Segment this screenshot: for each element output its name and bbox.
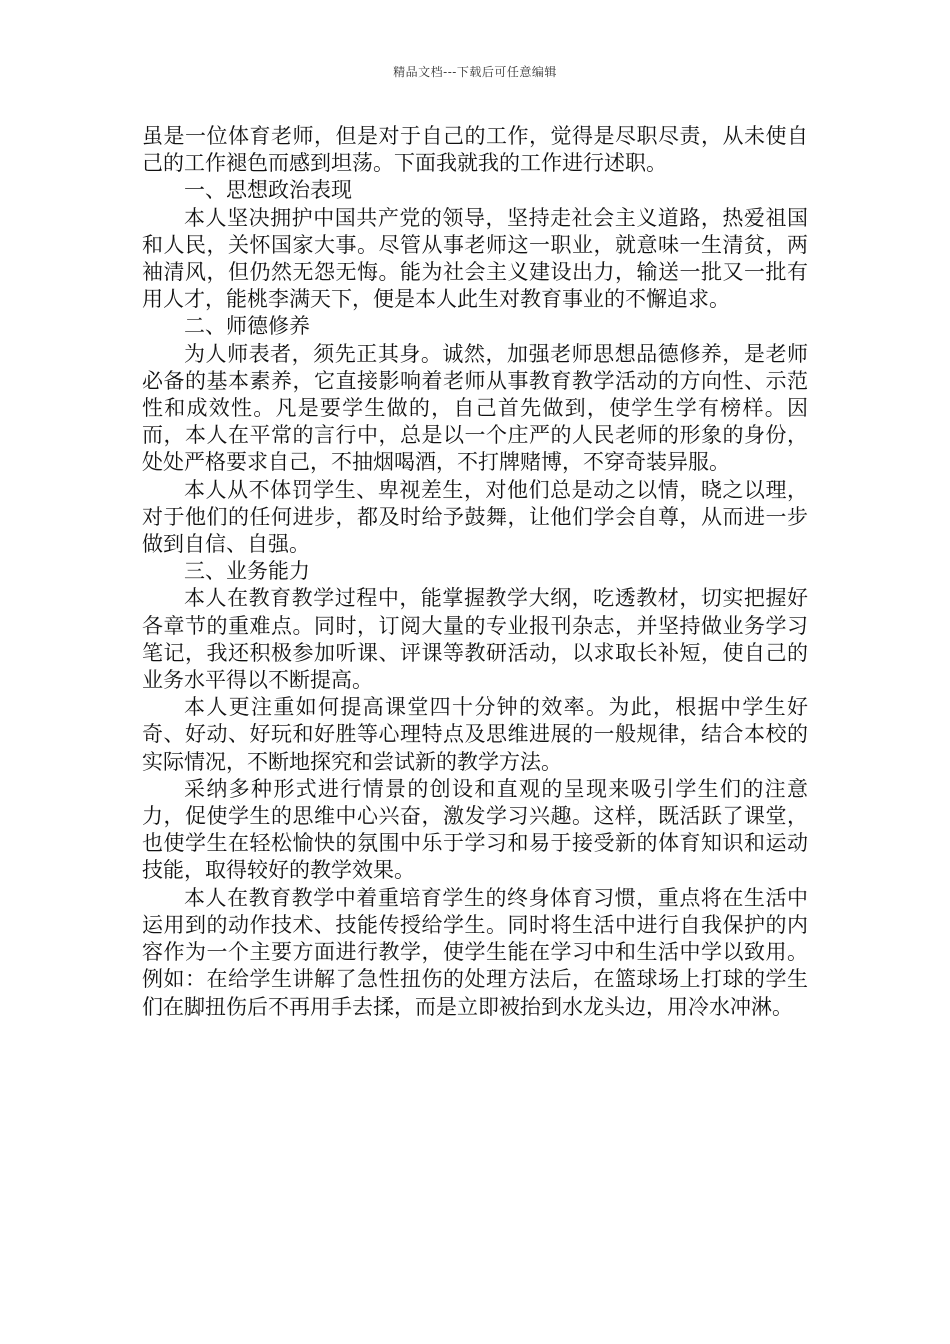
section-heading-ethics: 二、师德修养 bbox=[184, 314, 310, 339]
paragraph-ethics-1: 为人师表者，须先正其身。诚然，加强老师思想品德修养，是老师必备的基本素养，它直接影响着老师从事教育教学活动的方向性、示范性和成效性。凡是要学生做的，自己首先做到，使学生学有榜样。因而，本人在平常的言行中，总是以一个庄严的人民老师的形象的身份，处处严格要求自己，不抽烟喝酒，不打牌赌博，不穿奇装异服。 bbox=[142, 341, 808, 475]
paragraph-ability-3: 采纳多种形式进行情景的创设和直观的呈现来吸引学生们的注意力，促使学生的思维中心兴奋，激发学习兴趣。这样，既活跃了课堂，也使学生在轻松愉快的氛围中乐于学习和易于接受新的体育知识和运动技能，取得较好的教学效果。 bbox=[142, 776, 808, 883]
section-heading-politics: 一、思想政治表现 bbox=[184, 178, 352, 203]
page-header: 精品文档---下载后可任意编辑 bbox=[393, 65, 557, 79]
paragraph-ability-1: 本人在教育教学过程中，能掌握教学大纲，吃透教材，切实把握好各章节的重难点。同时，订阅大量的专业报刊杂志，并坚持做业务学习笔记，我还积极参加听课、评课等教研活动，以求取长补短，使自己的业务水平得以不断提高。 bbox=[142, 586, 808, 693]
document-body bbox=[142, 123, 808, 1021]
paragraph-ability-2: 本人更注重如何提高课堂四十分钟的效率。为此，根据中学生好奇、好动、好玩和好胜等心理特点及思维进展的一般规律，结合本校的实际情况，不断地探究和尝试新的教学方法。 bbox=[142, 695, 808, 774]
paragraph-politics: 本人坚决拥护中国共产党的领导，坚持走社会主义道路，热爱祖国和人民，关怀国家大事。尽管从事老师这一职业，就意味一生清贫，两袖清风，但仍然无怨无悔。能为社会主义建设出力，输送一批又一批有用人才，能桃李满天下，便是本人此生对教育事业的不懈追求。 bbox=[142, 205, 808, 312]
section-heading-ability: 三、业务能力 bbox=[184, 559, 310, 584]
paragraph-ethics-2: 本人从不体罚学生、卑视差生，对他们总是动之以情，晓之以理，对于他们的任何进步，都及时给予鼓舞，让他们学会自尊，从而进一步做到自信、自强。 bbox=[142, 477, 808, 557]
paragraph-ability-4: 本人在教育教学中着重培育学生的终身体育习惯，重点将在生活中运用到的动作技术、技能传授给学生。同时将生活中进行自我保护的内容作为一个主要方面进行教学，使学生能在学习中和生活中学以致用。例如：在给学生讲解了急性扭伤的处理方法后，在篮球场上打球的学生们在脚扭伤后不再用手去揉，而是立即被抬到水龙头边，用冷水冲淋。 bbox=[142, 885, 808, 1019]
paragraph-intro: 虽是一位体育老师，但是对于自己的工作，觉得是尽职尽责，从未使自己的工作褪色而感到坦荡。下面我就我的工作进行述职。 bbox=[142, 124, 808, 176]
